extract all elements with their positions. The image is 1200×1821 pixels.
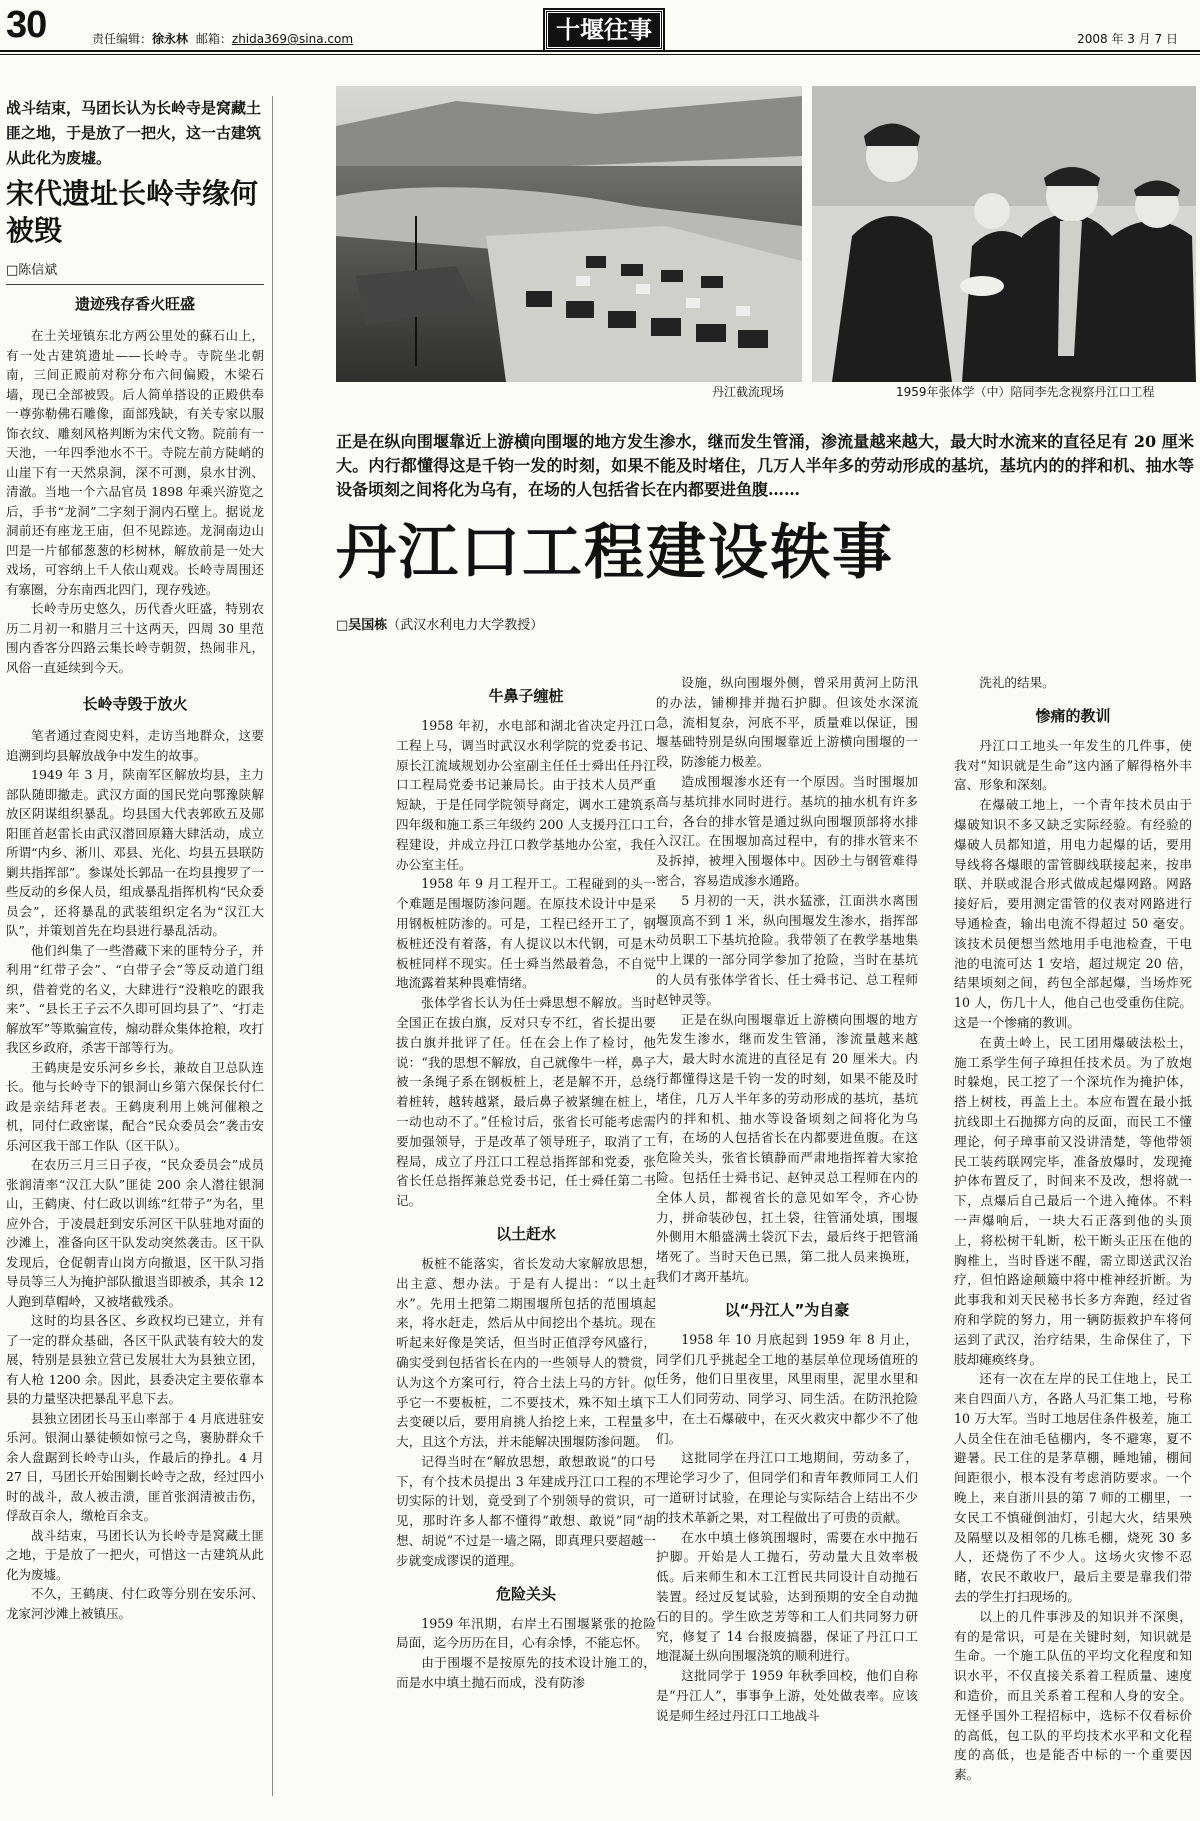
- paragraph: 设施，纵向围堰外侧，曾采用黄河上防汛的办法，铺柳排并抛石护脚。但该处水深流急，流相复杂，河底不平，质量难以保证，围堰基础特别是纵向围堰靠近上游横向围堰的一段，防渗能力极差。: [656, 675, 918, 770]
- paragraph: 造成围堰渗水还有一个原因。当时围堰加高与基坑排水同时进行。基坑的抽水机有许多台，各台的排水管是通过纵向围堰顶部将水排入汉江。在围堰加高过程中，有的排水管来不及拆掉，被埋入围堰体中。因砂土与钢管难得密合，容易造成渗水通路。: [656, 773, 918, 888]
- section-heading: 危险关头: [495, 1584, 556, 1603]
- side-story-body: [6, 293, 264, 1623]
- paragraph: 板桩不能落实，省长发动大家解放思想，出主意、想办法。于是有人提出：“以土赶水”。先用土把第二期围堰所包括的范围填起来，将水赶走，然后从中间挖出个基坑。现在听起来好像是笑话，但当时正值浮夸风盛行，确实受到包括省长在内的一些领导人的赞赏，认为这个方案可行，符合土法上马的方针。似乎它一不要板桩，二不要技术，殊不知土填下去变硬以后，要用肩挑人抬挖上来，工程量多大，且这个方法，并未能解决围堰防渗问题。: [396, 1255, 656, 1450]
- paragraph: 记得当时在“解放思想，敢想敢说”的口号下，有个技术员提出 3 年建成丹江口工程的不切实际的计划，竟受到了个别领导的赏识，可见，那时许多人都不懂得“敢想、敢说”同“胡想、胡说”不过是一墙之隔，即真理只要超越一步就变成谬误的道理。: [396, 1453, 656, 1568]
- divider: [6, 284, 264, 285]
- section-heading: 牛鼻子缠桩: [488, 687, 564, 705]
- paragraph: 县独立团团长马玉山率部于 4 月底进驻安乐河。银洞山暴徒顿如惊弓之鸟，裹胁群众千余人盘踞到长岭寺山头，作最后的挣扎。4 月 27 日，马团长开始围剿长岭寺之敌，经过四小时的战斗，敌人被击溃，匪首张润清被击伤，俘敌百余人，缴枪百余支。: [6, 1410, 264, 1523]
- column-divider: [272, 96, 273, 1796]
- editor-info: 责任编辑：徐永林 邮箱：zhida369@sina.com: [92, 32, 354, 46]
- main-story-column-1: [396, 673, 656, 1803]
- paragraph: 由于围堰不是按原先的技术设计施工的，而是水中填土抛石而成，没有防渗: [396, 1655, 656, 1691]
- dam-construction-photo: [336, 86, 802, 382]
- photo-caption: 丹江截流现场: [712, 385, 785, 399]
- column-name-badge: 十堰往事: [545, 10, 663, 50]
- paragraph: 这批同学在丹江口工地期间，劳动多了，理论学习少了，但同学们和青年教师同工人们一道研讨试验，在理论与实际结合上结出不少的技术革新之果，对工程做出了可贵的贡献。: [656, 1450, 918, 1525]
- paragraph: 洗礼的结果。: [979, 675, 1055, 690]
- paragraph: 长岭寺历史悠久，历代香火旺盛，特别农历二月初一和腊月三十这两天，四周 30 里范围内香客分四路云集长岭寺朝贺，热闹非凡，风俗一直延续到今天。: [6, 601, 264, 675]
- paragraph: 1958 年初，水电部和湖北省决定丹江口工程上马，调当时武汉水利学院的党委书记、原长江流域规划办公室副主任任士舜出任丹江口工程局党委书记兼局长。由于技术人员严重短缺，于是任同学院领导商定，调水工建筑系四年级和施工系三年级约 200 人支援丹江口工程建设，并成立丹江口教学基地办公室，我任办公室主任。: [396, 718, 656, 872]
- paragraph: 在黄土岭上，民工团用爆破法松土，施工系学生何子璋担任技术员。为了放炮时躲炮，民工挖了一个深坑作为掩护体，搭上树枝，再盖上土。本应布置在最小抵抗线即土石抛掷方向的反面，而民工不懂理论，何子璋事前又没讲清楚，等他带领民工装药联网完毕，准备放爆时，发现掩护体布置反了，时间来不及改，想将就一下，点爆后自己最后一个进入掩体。不料一声爆响后，一块大石正落到他的头顶上，将松树干轧断，松干断头正压在他的胸椎上，当时昏迷不醒，需立即送武汉治疗，但怕路途颠簸中将中椎神经折断。为此事我和刘天民秘书长多方奔跑，经过省府和学院的努力，用一辆防振救护车将何运到了武汉，治疗结果，生命保住了，下肢却瘫痪终身。: [954, 1034, 1192, 1367]
- editor-name: 徐永林: [152, 32, 189, 46]
- section-heading: 遗迹残存香火旺盛: [74, 295, 195, 313]
- paragraph: 正是在纵向围堰靠近上游横向围堰的地方先发生渗水，继而发生管涌，渗流量越来越大，最大时水流进的直径足有 20 厘米大。内行都懂得这是千钧一发的时刻，如果不能及时堵住，几万人半年多的劳动形成的基坑，基坑内的拌和机、抽水等设备顷刻之间将化为乌有，在场的人包括省长在内都要进鱼腹。在这危险关头，张省长镇静而严肃地指挥着大家抢险。包括任士舜书记、赵钟灵总工程师在内的全体人员，都视省长的意见如军令，齐心协力，拼命装砂包，扛土袋，往管涌处填，围堰外侧用木船盛满土袋沉下去，最后终于把管涌堵死了。当时天色已黑，第二批人员来换班，我们才离开基坑。: [656, 1011, 918, 1284]
- paragraph: 5 月初的一天，洪水猛涨，江面洪水离围堰顶高不到 1 米，纵向围堰发生渗水，指挥部动员职工下基坑抢险。我带领了在教学基地集中上课的一部分同学参加了抢险，当时在基坑的人员有张体学省长、任士舜书记、总工程师赵钟灵等。: [656, 892, 918, 1007]
- paragraph: 在农历三月三日子夜，“民众委员会”成员张润清率“汉江大队”匪徒 200 余人潜往银洞山，王鹤庚、付仁政以训练“红带子”为名，里应外合，于凌晨赶到安乐河区干队驻地对面的沙滩上，准备向区干队发动突然袭击。区干队发现后，仓促朝青山岗方向撤退，区干队习指导员等三人为掩护部队撤退当即被杀，其余 12 人跑到草帽岭，又被堵截残杀。: [6, 1157, 264, 1309]
- paragraph: 1958 年 10 月底起到 1959 年 8 月止，同学们几乎挑起全工地的基层单位现场值班的任务，他们日里夜里，风里雨里，泥里水里和工人们同劳动、同学习、同生活。在防汛抢险中，在土石爆破中，在灭火救灾中都少不了他们。: [656, 1331, 918, 1446]
- paragraph: 在爆破工地上，一个青年技术员由于爆破知识不多又缺乏实际经验。有经验的爆破人员都知道，用电力起爆的话，要用导线将各爆眼的雷管脚线联接起来，按串联、并联或混合形式做成起爆网路。网路接好后，要用测定雷管的仪表对网路进行导通检查，输出电流不得超过 50 毫安。该技术员便想当然地用手电池检查，干电池的电流可达 1 安培，超过规定 20 倍，结果顷刻之间，药包全部起爆，当场炸死 10 人，伤几十人，他自己也受重伤住院。这是一个惨痛的教训。: [954, 797, 1192, 1030]
- header-rule: [0, 50, 1200, 52]
- paragraph: 王鹤庚是安乐河乡乡长，兼故自卫总队连长。他与长岭寺下的银洞山乡第六保保长付仁政是亲结拜老表。王鹤庚利用上姚河催粮之机，同付仁政密谋，配合“民众委员会”袭击安乐河区我干部工作队（区干队）。: [6, 1059, 264, 1153]
- paragraph: 这批同学于 1959 年秋季回校，他们自称是“丹江人”，事事争上游，处处做表率。应该说是师生经过丹江口工地战斗: [656, 1668, 918, 1723]
- paragraph: 1959 年汛期，右岸土石围堰紧张的抢险局面，迄今历历在目，心有余悸，不能忘怀。: [396, 1615, 656, 1651]
- paragraph: 1958 年 9 月工程开工。工程碰到的头一个难题是围堰防渗问题。在原技术设计中是采用钢板桩防渗的。可是，工程已经开工了，钢板桩还没有着落，有人提议以木代钢，可是木板桩同样不现实。任士舜当然最着急，不自觉地流露着某种畏难情绪。: [396, 876, 656, 991]
- paragraph: 笔者通过查阅史料，走访当地群众，这要追溯到均县解放战争中发生的故事。: [6, 728, 264, 763]
- paragraph: 不久，王鹤庚、付仁政等分别在安乐河、龙家河沙滩上被镇压。: [6, 1586, 264, 1621]
- main-story-column-2: [656, 673, 918, 1803]
- email-link[interactable]: zhida369@sina.com: [231, 32, 354, 46]
- paragraph: 以上的几件事涉及的知识并不深奥，有的是常识，可是在关键时刻，知识就是生命。一个施工队伍的平均文化程度和知识水平，不仅直接关系着工程质量、速度和造价，而且关系着工程和人身的安全。无怪乎国外工程招标中，选标不仅看标价的高低，包工队的平均技术水平和文化程度的高低，也是能否中标的一个重要因素。: [954, 1608, 1192, 1783]
- header-rule-thin: [0, 54, 1200, 55]
- byline-affiliation: （武汉水利电力大学教授）: [387, 618, 544, 633]
- side-story-byline: □陈信斌: [6, 263, 58, 278]
- byline-name: □吴国栋: [336, 618, 388, 633]
- side-story: [6, 96, 264, 1806]
- section-heading: 惨痛的教训: [1035, 706, 1111, 725]
- paragraph: 他们纠集了一些潜藏下来的匪特分子，并利用“红带子会”、“白带子会”等反动道门组织，借着党的名义，大肆进行“没粮吃的跟我来”、“县长王子云不久即可回均县了”、“打走解放军”等欺骗宣传，煽动群众集体抢粮，攻打我区乡政府，杀害干部等行为。: [6, 942, 264, 1055]
- main-story-deck: 正是在纵向围堰靠近上游横向围堰的地方发生渗水，继而发生管涌，渗流量越来越大，最大时水流来的直径足有 20 厘米大。内行都懂得这是千钧一发的时刻，如果不能及时堵住，几万人半年多的劳动形成的基坑，基坑内的的拌和机、抽水等设备顷刻之间将化为乌有，在场的人包括省长在内都要进鱼腹……: [336, 432, 1194, 499]
- paragraph: 这时的均县各区、乡政权均已建立，并有了一定的群众基础，各区干队武装有较大的发展，特别是县独立营已发展壮大为县独立团，有人枪 1200 余。因此，县委决定主要依靠本县的力量坚决把暴乱平息下去。: [6, 1313, 264, 1406]
- side-story-lede: 战斗结束，马团长认为长岭寺是窝藏土匪之地，于是放了一把火，这一古建筑从此化为废墟。: [6, 99, 262, 167]
- section-heading: 长岭寺毁于放火: [82, 695, 188, 713]
- paragraph: 1949 年 3 月，陕南军区解放均县，主力部队随即撤走。武汉方面的国民党向鄂豫陕解放区阴谋组织暴乱。均县国大代表郭欧五及郧阳匪首赵雷长由武汉潜回原籍大肆活动，成立所谓“内乡、淅川、邓县、光化、均县五县联防剿共指挥部”。参谋处长郭品一在均县搜罗了一些反动的乡保人员，组成暴乱指挥机构“民众委员会”，还将暴乱的武装组织定名为“汉江大队”，并策划首先在均县进行暴乱活动。: [6, 767, 264, 938]
- email-label: 邮箱: [195, 32, 220, 46]
- main-story-byline: [336, 614, 543, 633]
- issue-date: 2008 年 3 月 7 日: [1077, 32, 1178, 46]
- paragraph: 张体学省长认为任士舜思想不解放。当时全国正在拔白旗，反对只专不红，省长提出要拔白旗并批评了任。任在会上作了检讨，他说：“我的思想不解放，自己就像牛一样，鼻子被一条绳子系在钢板桩上，老是解不开，总绕着桩转，越转越紧，最后鼻子被紧缠在桩上，一动也动不了。”任检讨后，张省长可能考虑需要加强领导，于是改革了领导班子，取消了工程局，成立了丹江口工程总指挥部和党委，张省长任总指挥兼总党委书记，任士舜任第二书记。: [396, 995, 656, 1209]
- paragraph: 丹江口工地头一年发生的几件事，使我对“知识就是生命”这内涵了解得格外丰富、形象和深刻。: [954, 737, 1192, 793]
- paragraph: 战斗结束，马团长认为长岭寺是窝藏土匪之地，于是放了一把火，可惜这一古建筑从此化为废墟。: [6, 1527, 264, 1582]
- editor-label: 责任编辑: [92, 32, 141, 46]
- paragraph: 在土关垭镇东北方两公里处的蘇石山上，有一处古建筑遗址——长岭寺。寺院坐北朝南，三间正殿前对称分布六间偏殿，木梁石墙，现已全部被毁。后人简单搭设的正殿供奉一尊弥勒佛石雕像，面部残缺，有关专家以服饰衣纹、雕刻风格判断为宋代文物。院前有一天池，一年四季池水不干。寺院左前方陡峭的山崖下有一天然泉洞，深不可测，泉水甘洌、清澈。当地一个六品官员 1898 年乘兴游览之后，手书“龙洞”二字刻于洞内石壁上。据说龙洞前还有座龙王庙，但不见踪迹。龙洞南边山凹是一片郁郁葱葱的杉树林，解放前是一处大戏场，可容纳上千人依山观戏。长岭寺周围还有寨圈，分东南西北四门，现存残迹。: [6, 328, 264, 597]
- section-heading: 以“丹江人”为自豪: [724, 1300, 850, 1319]
- page-number: 30: [6, 4, 47, 46]
- paragraph: 在水中填土修筑围堰时，需要在水中抛石护脚。开始是人工抛石，劳动量大且效率极低。后来师生和木工江哲民共同设计自动抛石装置。经过反复试验，达到预期的安全自动抛石的目的。学生欧芝芳等和工人们共同努力研究，修复了 14 台报废搞器，保证了丹江口工地混凝土纵向围堰浇筑的顺利进行。: [656, 1529, 918, 1664]
- side-story-title: 宋代遗址长岭寺缘何被毁: [6, 177, 259, 247]
- section-heading: 以土赶水: [495, 1224, 556, 1243]
- page-header: [0, 0, 1200, 52]
- paragraph: 还有一次在左岸的民工住地上，民工来自四面八方，各路人马汇集工地，号称 10 万大军。当时工地居住条件极差，施工人员全住在油毛毡棚内，冬不避寒，夏不避暑。民工住的是茅草棚，睡地铺，棚间间距很小，根本没有考虑消防要求。一个晚上，来自浙川县的第 7 师的工棚里，一女民工不慎碰倒油灯，引起大火，结果殃及隔壁以及相邻的几栋毛棚，烧死 30 多人，还烧伤了不少人。这场火灾惨不忍睹，农民不敢收尸，最后主要是靠我们带去的学生打扫现场的。: [954, 1371, 1192, 1605]
- main-story-column-3: [954, 673, 1192, 1803]
- main-story-title: 丹江口工程建设轶事: [336, 518, 894, 588]
- officials-handshake-photo: [812, 86, 1196, 382]
- photo-caption: 1959年张体学（中）陪同李先念视察丹江口工程: [896, 385, 1155, 399]
